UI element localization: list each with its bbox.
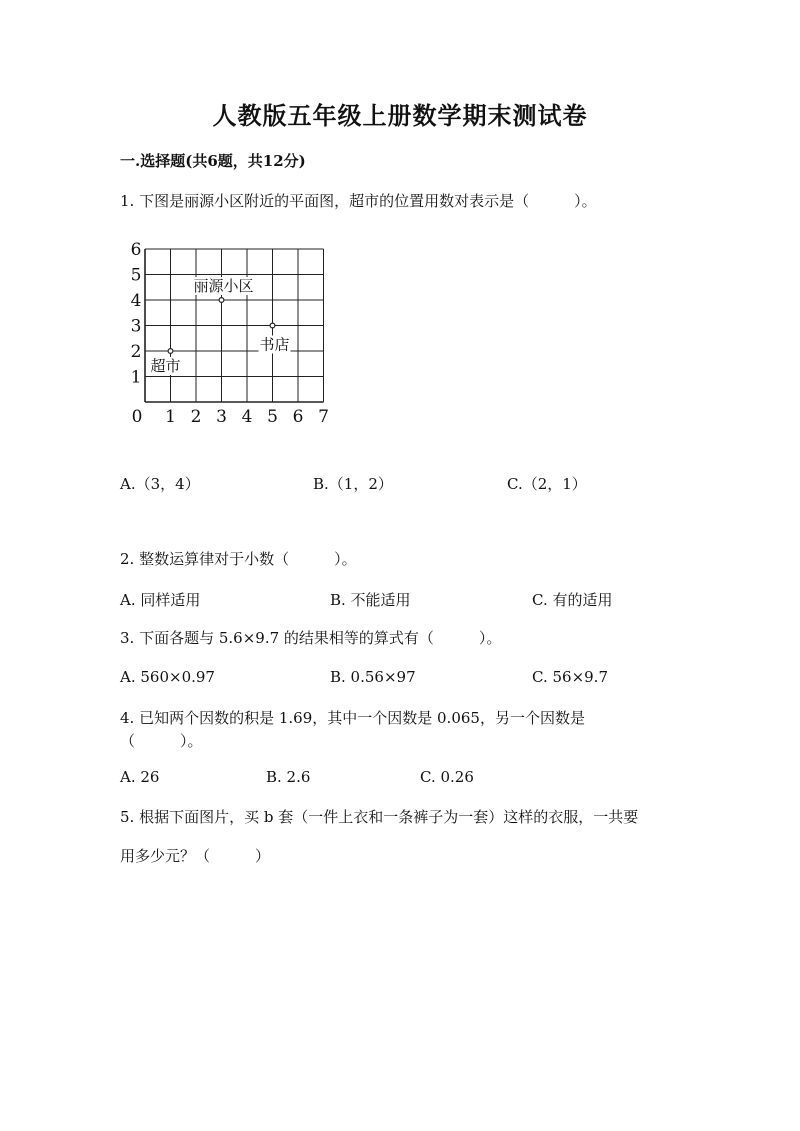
question-4-stem-line-1: 4. 已知两个因数的积是 1.69，其中一个因数是 0.065，另一个因数是 xyxy=(120,709,585,727)
y-tick-label: 4 xyxy=(130,291,142,311)
grid-lines xyxy=(145,249,324,402)
place-label: 超市 xyxy=(150,357,181,375)
y-tick-label: 6 xyxy=(130,240,142,260)
x-tick-label: 7 xyxy=(318,407,329,427)
coordinate-grid-figure xyxy=(120,240,340,430)
page-title: 人教版五年级上册数学期末测试卷 xyxy=(212,101,588,130)
question-1-option-c[interactable]: C.（2，1） xyxy=(507,475,587,493)
place-point xyxy=(219,298,224,303)
grid-axis-labels xyxy=(131,240,329,427)
question-3-option-a[interactable]: A. 560×0.97 xyxy=(120,668,215,686)
place-label: 书店 xyxy=(259,335,290,354)
x-tick-label: 3 xyxy=(216,407,227,427)
question-3-option-c[interactable]: C. 56×9.7 xyxy=(532,668,608,686)
y-tick-label: 3 xyxy=(130,316,142,337)
question-1-stem: 1. 下图是丽源小区附近的平面图，超市的位置用数对表示是（ ）。 xyxy=(120,192,597,210)
question-3-option-b[interactable]: B. 0.56×97 xyxy=(330,668,416,686)
x-tick-label: 0 xyxy=(131,407,143,427)
x-tick-label: 6 xyxy=(292,407,304,427)
place-point xyxy=(168,349,173,354)
question-3-stem: 3. 下面各题与 5.6×9.7 的结果相等的算式有（ ）。 xyxy=(120,629,502,647)
question-2-option-a[interactable]: A. 同样适用 xyxy=(120,591,201,609)
question-5-stem-line-1: 5. 根据下面图片，买 b 套（一件上衣和一条裤子为一套）这样的衣服，一共要 xyxy=(120,808,639,826)
question-4-stem-line-2: （ ）。 xyxy=(120,732,203,750)
question-4-option-b[interactable]: B. 2.6 xyxy=(266,768,311,786)
y-tick-label: 1 xyxy=(130,367,142,388)
section-heading: 一.选择题(共6题，共12分) xyxy=(120,152,306,170)
question-4-option-a[interactable]: A. 26 xyxy=(120,768,160,786)
y-tick-label: 2 xyxy=(130,342,142,362)
y-tick-label: 5 xyxy=(130,265,142,286)
x-tick-label: 1 xyxy=(165,407,176,427)
x-tick-label: 4 xyxy=(241,407,253,427)
question-1-option-a[interactable]: A.（3，4） xyxy=(120,475,200,493)
x-tick-label: 2 xyxy=(190,407,202,427)
x-tick-label: 5 xyxy=(267,407,278,427)
question-1-option-b[interactable]: B.（1，2） xyxy=(313,475,393,493)
question-5-stem-line-2: 用多少元？（ ） xyxy=(120,847,271,865)
place-label: 丽源小区 xyxy=(193,277,254,295)
question-2-option-b[interactable]: B. 不能适用 xyxy=(330,591,411,609)
question-2-option-c[interactable]: C. 有的适用 xyxy=(532,591,613,609)
place-point xyxy=(270,323,275,328)
question-2-stem: 2. 整数运算律对于小数（ ）。 xyxy=(120,550,357,568)
question-4-option-c[interactable]: C. 0.26 xyxy=(420,768,474,786)
